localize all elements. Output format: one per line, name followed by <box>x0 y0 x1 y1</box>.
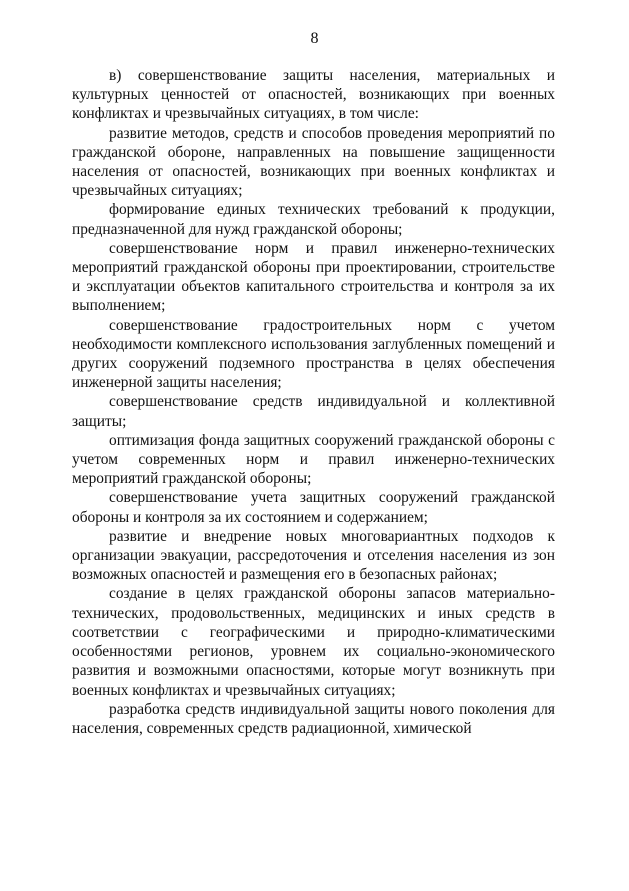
paragraph-protection-means: совершенствование средств индивидуальной и коллективной защиты; <box>72 393 555 430</box>
paragraph-new-generation-ppe: разработка средств индивидуальной защиты нового поколения для населения, современных средств радиационной, химической <box>72 700 555 737</box>
paragraph-technical-requirements: формирование единых технических требований к продукции, предназначенной для нужд гражданской обороны; <box>72 201 555 238</box>
paragraph-engineering-norms: совершенствование норм и правил инженерно-технических мероприятий гражданской обороны при проектировании, строительстве и эксплуатации объектов капитального строительства и контроля за их выполнением; <box>72 239 555 315</box>
document-body <box>72 66 555 738</box>
paragraph-item-v: в) совершенствование защиты населения, материальных и культурных ценностей от опасностей, возникающих при военных конфликтах и чрезвычайных ситуациях, в том числе: <box>72 67 555 123</box>
paragraph-reserves-creation: создание в целях гражданской обороны запасов материально-технических, продовольственных, медицинских и иных средств в соответствии с географическими и природно-климатическими особенностями регионов, уровнем их социально-экономического развития и возможными опасностями, которые могут возникнуть при военных конфликтах и чрезвычайных ситуациях; <box>72 585 555 699</box>
page-number: 8 <box>310 30 319 47</box>
paragraph-shelter-fund-optimization: оптимизация фонда защитных сооружений гражданской обороны с учетом современных норм и правил инженерно-технических мероприятий гражданской обороны; <box>72 431 555 488</box>
paragraph-urban-planning-norms: совершенствование градостроительных норм с учетом необходимости комплексного использования заглубленных помещений и других сооружений подземного пространства в целях обеспечения инженерной защиты населения; <box>72 316 555 392</box>
paragraph-methods-development: развитие методов, средств и способов проведения мероприятий по гражданской обороне, направленных на повышение защищенности населения от опасностей, возникающих при военных конфликтах и чрезвычайных ситуациях; <box>72 124 555 200</box>
paragraph-evacuation-approaches: развитие и внедрение новых многовариантных подходов к организации эвакуации, рассредоточения и отселения населения из зон возможных опасностей и размещения его в безопасных районах; <box>72 527 555 584</box>
paragraph-shelter-accounting: совершенствование учета защитных сооружений гражданской обороны и контроля за их состоянием и содержанием; <box>72 489 555 526</box>
